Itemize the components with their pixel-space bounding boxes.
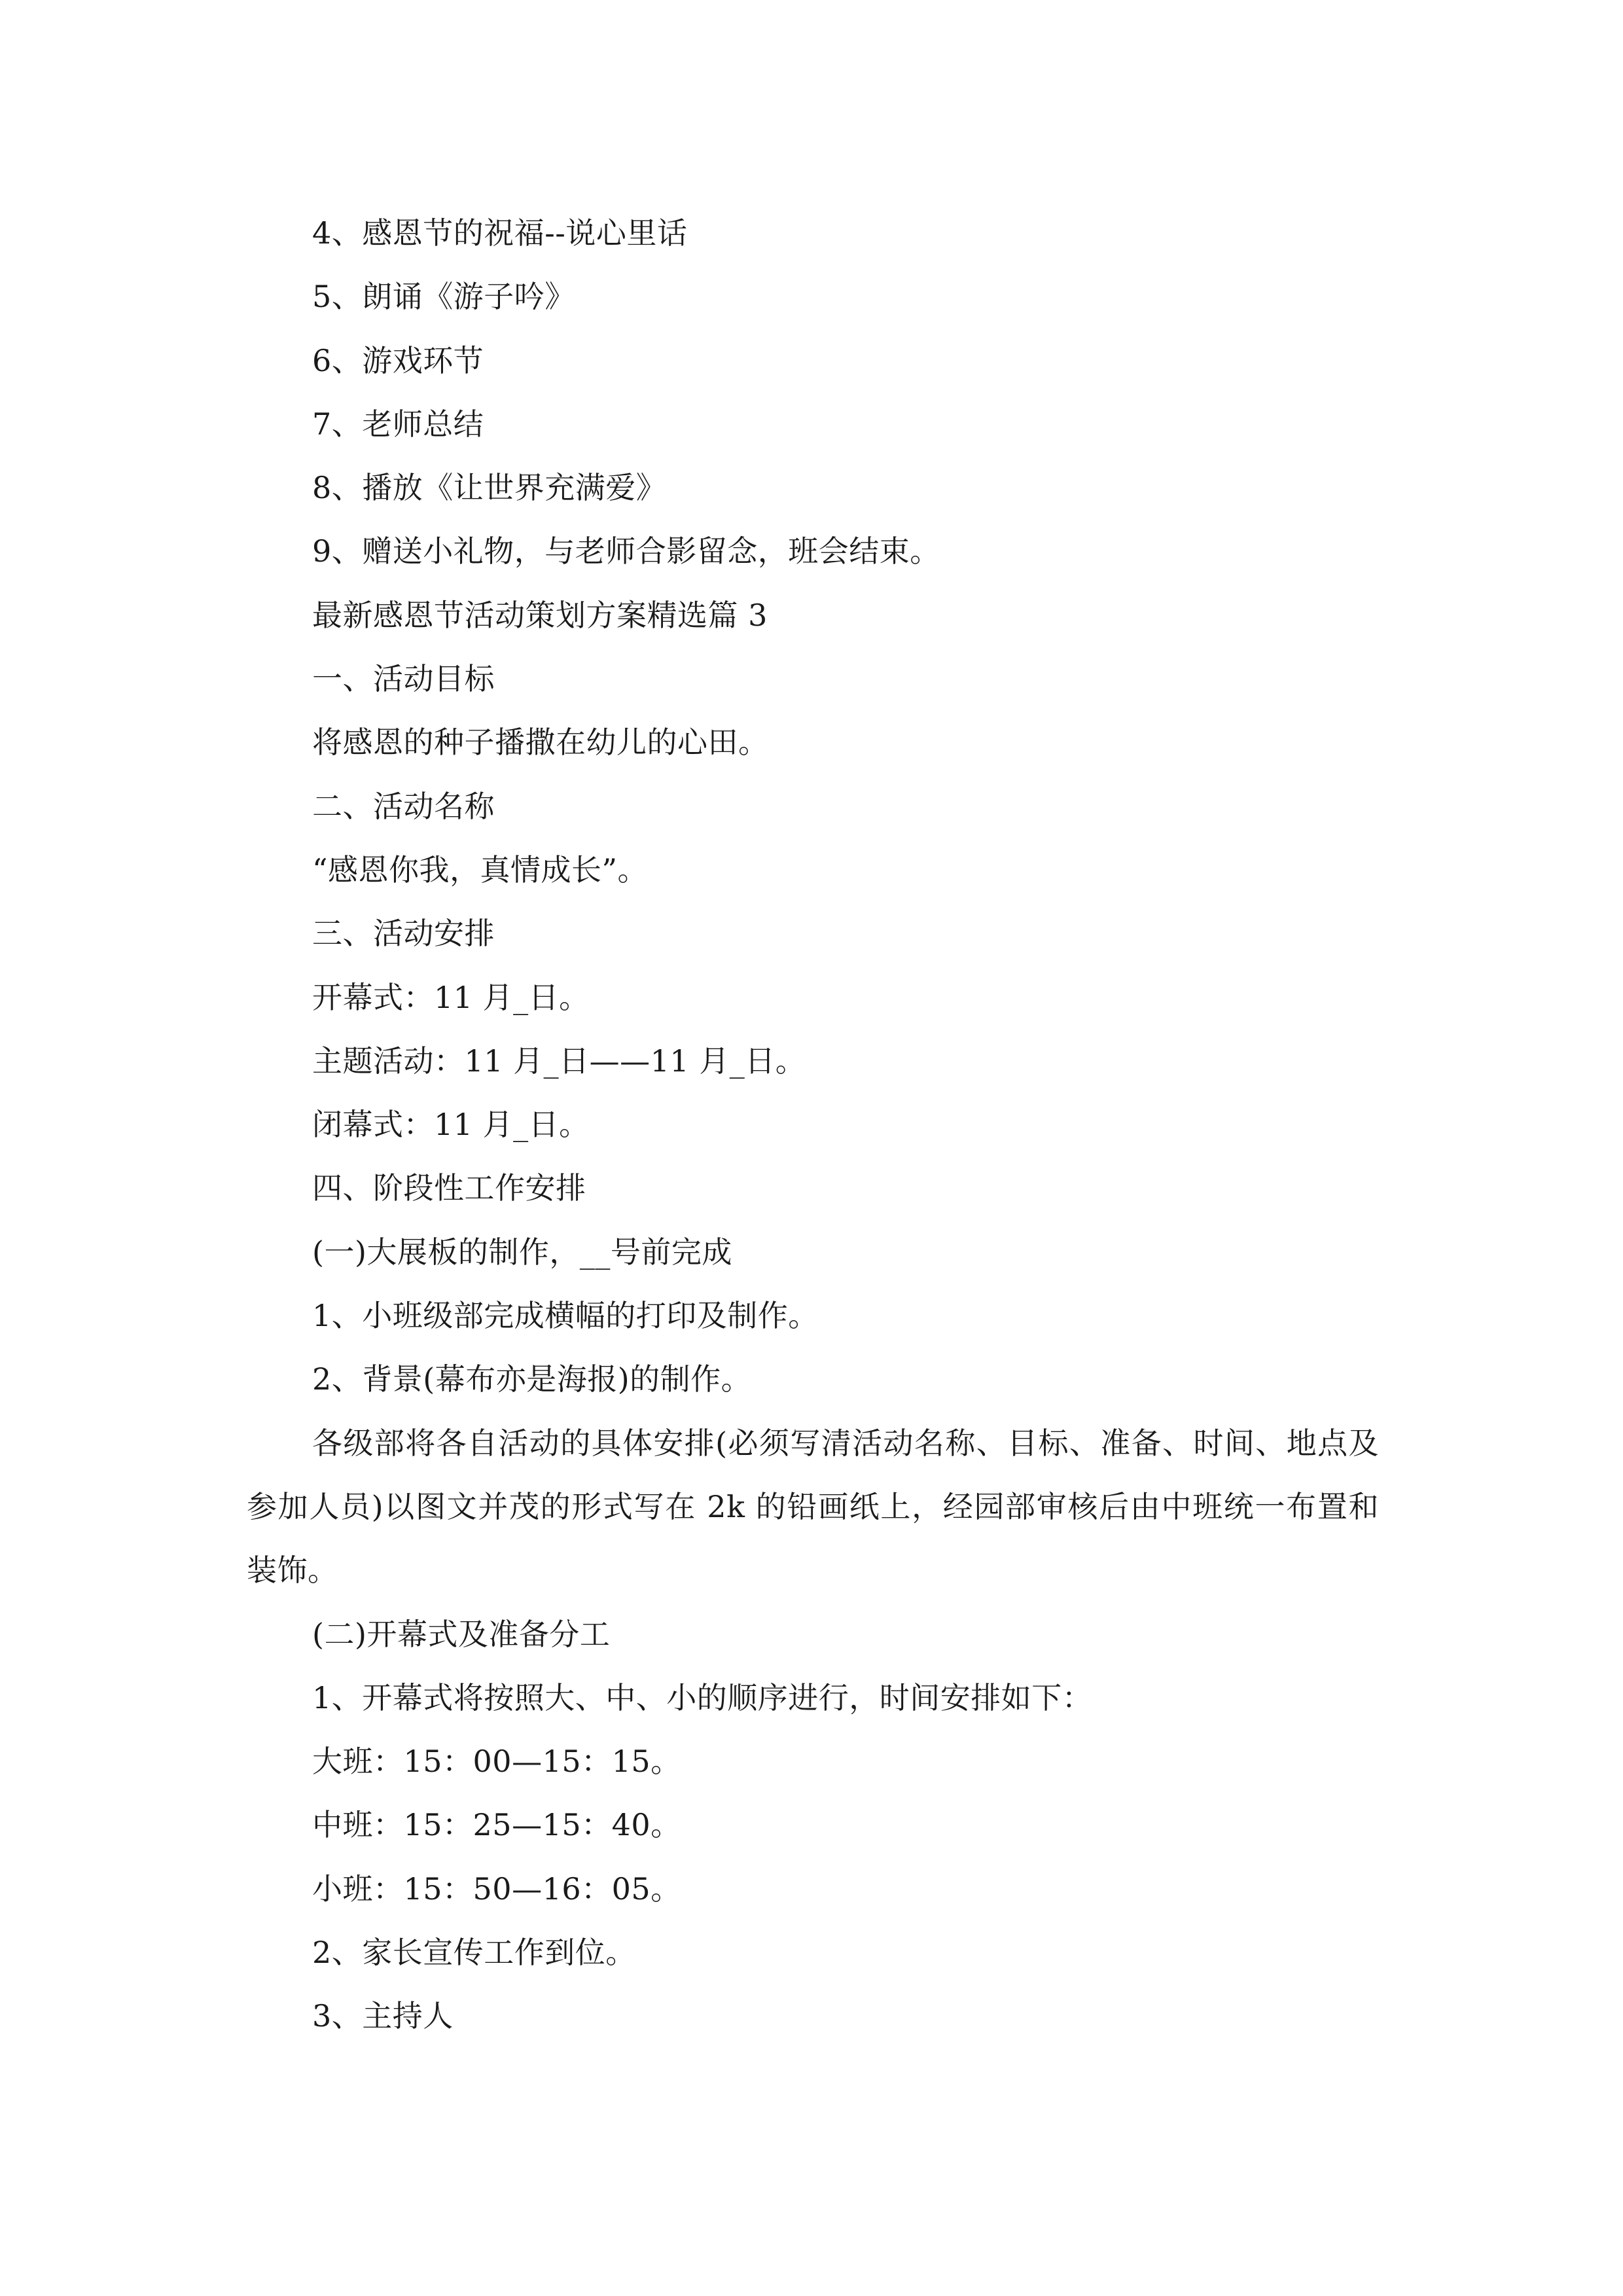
text-line: 2、家长宣传工作到位。 (312, 1935, 636, 1971)
text-line: 开幕式：11 月_日。 (312, 979, 590, 1015)
text-line: “感恩你我，真情成长”。 (312, 852, 649, 888)
heading: 四、阶段性工作安排 (312, 1170, 586, 1206)
text-line: 1、开幕式将按照大、中、小的顺序进行，时间安排如下： (312, 1679, 1093, 1715)
text-line: 大班：15：00—15：15。 (312, 1744, 681, 1780)
text-line: 8、播放《让世界充满爱》 (312, 470, 667, 506)
subheading: (二)开幕式及准备分工 (312, 1616, 611, 1652)
text-line: 3、主持人 (312, 1998, 454, 2034)
body-paragraph: 各级部将各自活动的具体安排(必须写清活动名称、目标、准备、时间、地点及参加人员)以图文并茂的形式写在 2k 的铅画纸上，经园部审核后由中班统一布置和装饰。 (247, 1425, 1379, 1588)
text-line: 小班：15：50—16：05。 (312, 1871, 681, 1907)
text-line: 7、老师总结 (312, 406, 484, 442)
text-line: 9、赠送小礼物，与老师合影留念，班会结束。 (312, 533, 940, 569)
subheading: (一)大展板的制作，__号前完成 (312, 1234, 732, 1270)
document-body (247, 202, 1379, 2049)
heading: 三、活动安排 (312, 916, 495, 952)
text-line: 闭幕式：11 月_日。 (312, 1107, 590, 1143)
section-title: 最新感恩节活动策划方案精选篇 3 (312, 597, 768, 633)
text-line: 2、背景(幕布亦是海报)的制作。 (312, 1361, 752, 1397)
text-line: 5、朗诵《游子吟》 (312, 279, 575, 315)
text-line: 主题活动：11 月_日——11 月_日。 (312, 1043, 806, 1079)
text-line: 1、小班级部完成横幅的打印及制作。 (312, 1298, 819, 1334)
text-line: 4、感恩节的祝福--说心里话 (312, 215, 688, 251)
heading: 一、活动目标 (312, 661, 495, 697)
text-line: 将感恩的种子播撒在幼儿的心田。 (312, 725, 769, 761)
heading: 二、活动名称 (312, 788, 495, 824)
text-line: 6、游戏环节 (312, 342, 484, 378)
text-line: 中班：15：25—15：40。 (312, 1807, 681, 1843)
